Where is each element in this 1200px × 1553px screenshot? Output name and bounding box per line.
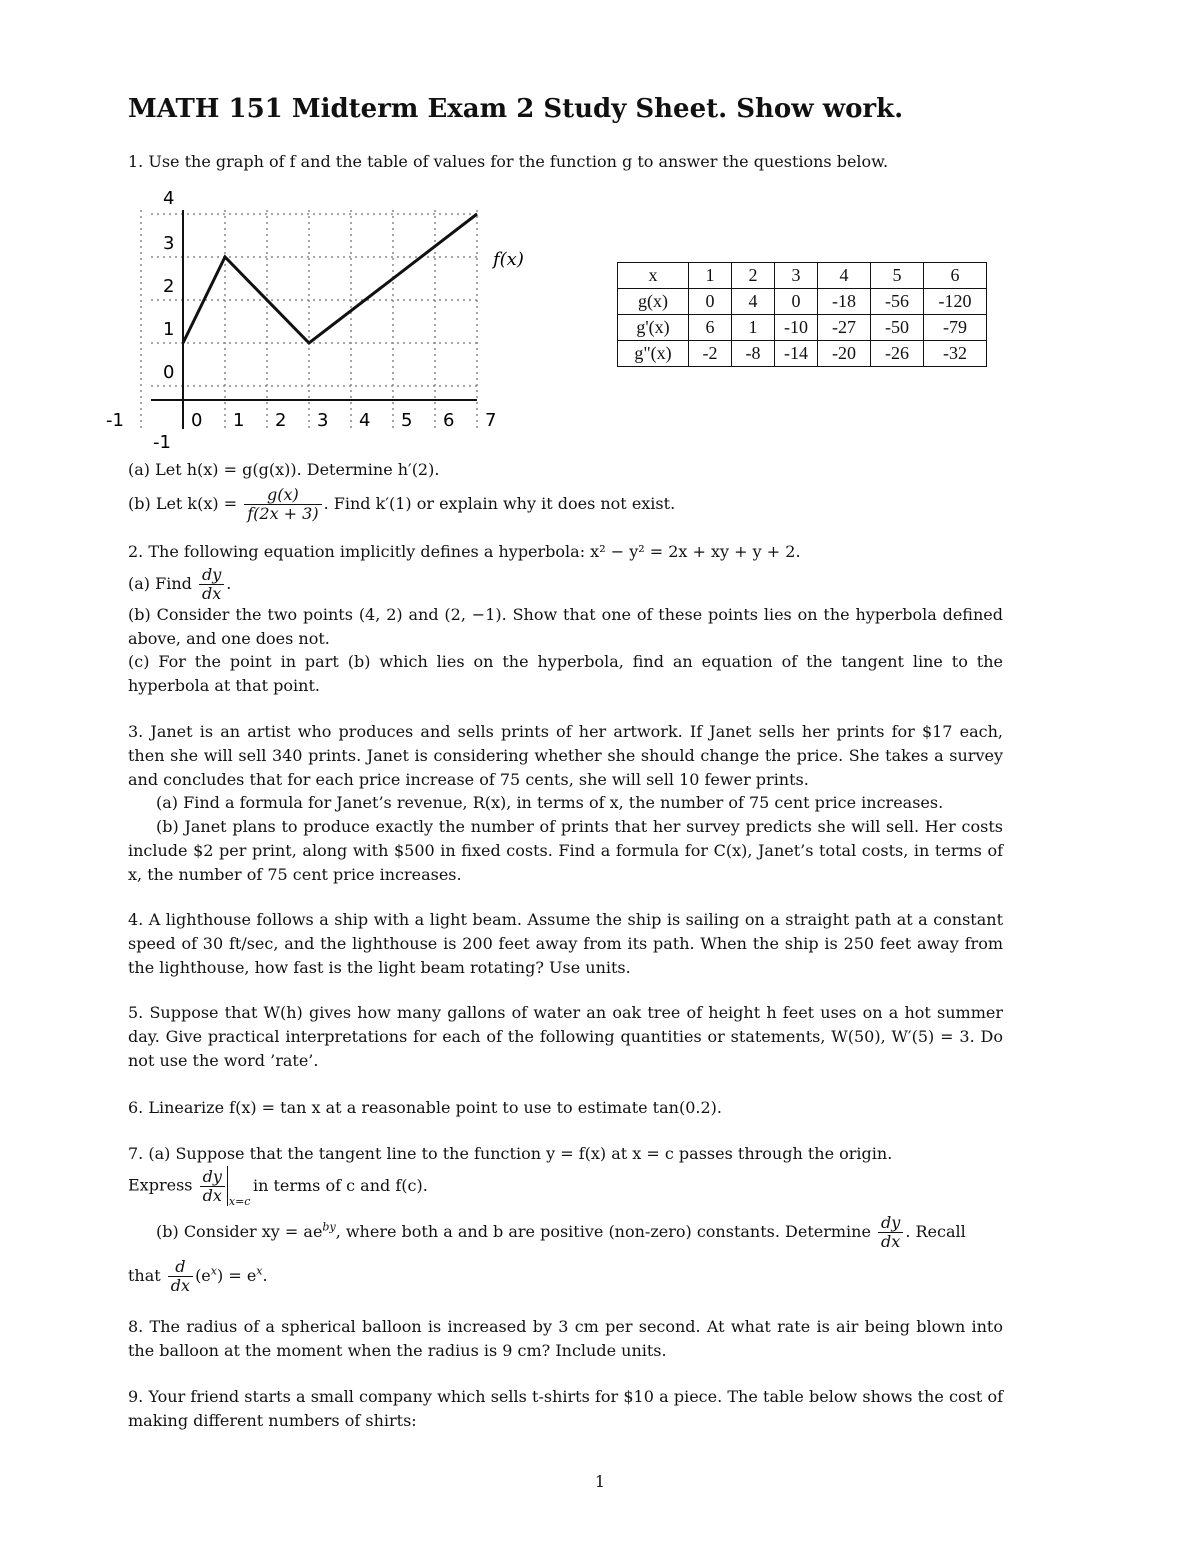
q7a-suffix: in terms of c and f(c). — [252, 1175, 428, 1195]
q9: 9. Your friend starts a small company which sells t-shirts for $10 a piece. The table below shows the cost of making different numbers of shirts: — [128, 1387, 1003, 1430]
table-cell: 2 — [732, 263, 775, 289]
graph-ticks — [106, 188, 496, 453]
q7a-eval-sub: x=c — [228, 1195, 251, 1208]
table-cell: -27 — [818, 315, 871, 341]
q1b-suffix: . Find k′(1) or explain why it does not exist. — [323, 494, 676, 513]
x-tick-label: 6 — [443, 410, 455, 431]
q7b-denominator: dx — [881, 1232, 901, 1251]
table-cell: -8 — [732, 341, 775, 367]
q2-intro: 2. The following equation implicitly defines a hyperbola: x² − y² = 2x + xy + y + 2. — [128, 542, 801, 561]
q7b-mid: , where both a and b are positive (non-zero) constants. Determine — [335, 1222, 871, 1241]
q3-intro: 3. Janet is an artist who produces and sells prints of her artwork. If Janet sells her prints for $17 each, then she will sell 340 prints. Janet is considering whether she should change the price. She takes a survey and concludes that for each price increase of 75 cents, she will sell 10 fewer prints. — [128, 722, 1003, 789]
y-tick-label: 3 — [163, 233, 175, 254]
q6: 6. Linearize f(x) = tan x at a reasonable point to use to estimate tan(0.2). — [128, 1098, 722, 1117]
q7a-denominator: dx — [202, 1185, 222, 1205]
g-values-table — [617, 262, 987, 367]
q7a-numerator: dy — [200, 1168, 225, 1187]
table-cell: 1 — [689, 263, 732, 289]
table-cell: -10 — [775, 315, 818, 341]
y-tick-label: -1 — [153, 432, 171, 453]
table-cell: -120 — [924, 289, 987, 315]
table-cell: -14 — [775, 341, 818, 367]
table-row — [618, 263, 987, 289]
y-tick-label: 1 — [163, 319, 175, 340]
q1b-prefix: (b) Let k(x) = — [128, 494, 238, 513]
q7a-fraction — [200, 1168, 225, 1205]
table-cell: -79 — [924, 315, 987, 341]
table-row-header: x — [618, 263, 689, 289]
q2a-suffix: . — [226, 574, 232, 593]
q7b-numerator: dy — [878, 1214, 903, 1233]
q7-part-a-line1: 7. (a) Suppose that the tangent line to the function y = f(x) at x = c passes through the origin. — [128, 1144, 893, 1163]
y-tick-label: 2 — [163, 276, 175, 297]
q4: 4. A lighthouse follows a ship with a light beam. Assume the ship is sailing on a straight path at a constant speed of 30 ft/sec, and the lighthouse is 200 feet away from its path. When the ship is 250 feet away from the lighthouse, how fast is the light beam rotating? Use units. — [128, 910, 1003, 977]
x-tick-label: 4 — [359, 410, 371, 431]
q7b-e2: ) = e — [217, 1266, 257, 1285]
table-cell: 0 — [689, 289, 732, 315]
table-cell: 4 — [818, 263, 871, 289]
table-row-header: g(x) — [618, 289, 689, 315]
table-row — [618, 341, 987, 367]
f-graph-label: f(x) — [493, 249, 524, 270]
table-cell: 0 — [775, 289, 818, 315]
q3-part-a: (a) Find a formula for Janet’s revenue, R(x), in terms of x, the number of 75 cent price increases. — [156, 793, 944, 812]
f-graph-line — [183, 214, 477, 343]
x-tick-label: 0 — [191, 410, 203, 431]
table-cell: 6 — [689, 315, 732, 341]
q2-part-b: (b) Consider the two points (4, 2) and (2, −1). Show that one of these points lies on the hyperbola defined above, and one does not. — [128, 605, 1003, 648]
q2-part-c: (c) For the point in part (b) which lies on the hyperbola, find an equation of the tangent line to the hyperbola at that point. — [128, 652, 1003, 695]
q8: 8. The radius of a spherical balloon is increased by 3 cm per second. At what rate is air being blown into the balloon at the moment when the radius is 9 cm? Include units. — [128, 1317, 1003, 1360]
table-row-header: g"(x) — [618, 341, 689, 367]
q7-part-b-line1 — [128, 1214, 1003, 1251]
q7a-express: Express — [128, 1175, 193, 1195]
graph-grid — [141, 210, 477, 429]
table-cell: -32 — [924, 341, 987, 367]
table-row — [618, 289, 987, 315]
x-tick-label: 3 — [317, 410, 329, 431]
q3-part-b: (b) Janet plans to produce exactly the number of prints that her survey predicts she will sell. Her costs include $2 per print, along with $500 in fixed costs. Find a formula for C(x), Janet’s total costs, in terms of x, the number of 75 cent price increases. — [128, 817, 1003, 884]
x-tick-label: 2 — [275, 410, 287, 431]
q1b-numerator: g(x) — [244, 486, 321, 505]
q7b-exp3: x — [256, 1264, 263, 1278]
table-cell: 1 — [732, 315, 775, 341]
page-number: 1 — [594, 1472, 606, 1491]
q7b-suffix: . Recall — [905, 1222, 966, 1241]
q7b-fraction — [878, 1214, 903, 1251]
table-cell: -2 — [689, 341, 732, 367]
table-cell: -20 — [818, 341, 871, 367]
q7b-e1: (e — [195, 1266, 211, 1285]
q1b-denominator: f(2x + 3) — [247, 504, 319, 523]
table-cell: 4 — [732, 289, 775, 315]
y-tick-label: 0 — [163, 362, 175, 383]
q1-part-a: (a) Let h(x) = g(g(x)). Determine h′(2). — [128, 460, 440, 479]
page-title: MATH 151 Midterm Exam 2 Study Sheet. Show work. — [128, 94, 904, 124]
table-cell: -18 — [818, 289, 871, 315]
q2a-denominator: dx — [201, 584, 222, 603]
q2a-fraction — [199, 566, 224, 603]
table-cell: -56 — [871, 289, 924, 315]
q1-part-b — [128, 486, 1003, 523]
q7b-end: . — [262, 1266, 268, 1285]
y-tick-label: 4 — [163, 188, 175, 209]
q7b-that: that — [128, 1266, 161, 1285]
x-tick-label: -1 — [106, 410, 124, 431]
table-row-header: g'(x) — [618, 315, 689, 341]
q7a-eval-bar — [227, 1166, 251, 1208]
q7-part-b-line2 — [128, 1258, 1003, 1295]
x-tick-label: 5 — [401, 410, 413, 431]
q2a-numerator: dy — [199, 566, 224, 585]
q7b-deriv-fraction — [168, 1258, 193, 1295]
table-cell: -26 — [871, 341, 924, 367]
q7b-exponent: by — [322, 1220, 336, 1234]
q7b-exp2: x — [210, 1264, 217, 1278]
table-cell: 5 — [871, 263, 924, 289]
x-tick-label: 1 — [233, 410, 245, 431]
q7b-deriv-denominator: dx — [170, 1276, 191, 1295]
x-tick-label: 7 — [485, 410, 497, 431]
table-cell: 3 — [775, 263, 818, 289]
table-row — [618, 315, 987, 341]
q7b-deriv-numerator: d — [168, 1258, 193, 1277]
q1b-fraction — [244, 486, 321, 523]
q1-intro: 1. Use the graph of f and the table of values for the function g to answer the questions below. — [128, 152, 889, 171]
table-cell: -50 — [871, 315, 924, 341]
graph-axes — [151, 210, 477, 429]
table-cell: 6 — [924, 263, 987, 289]
q2a-prefix: (a) Find — [128, 574, 192, 593]
q7b-prefix: (b) Consider xy = ae — [156, 1222, 323, 1241]
q7-part-a-line2 — [128, 1166, 1003, 1206]
q5: 5. Suppose that W(h) gives how many gallons of water an oak tree of height h feet uses on a hot summer day. Give practical interpretations for each of the following quantities or statements, W(50), W′(5) = 3. Do not use the word ’rate’. — [128, 1003, 1003, 1070]
q2-part-a — [128, 566, 1003, 603]
f-graph — [106, 188, 530, 453]
